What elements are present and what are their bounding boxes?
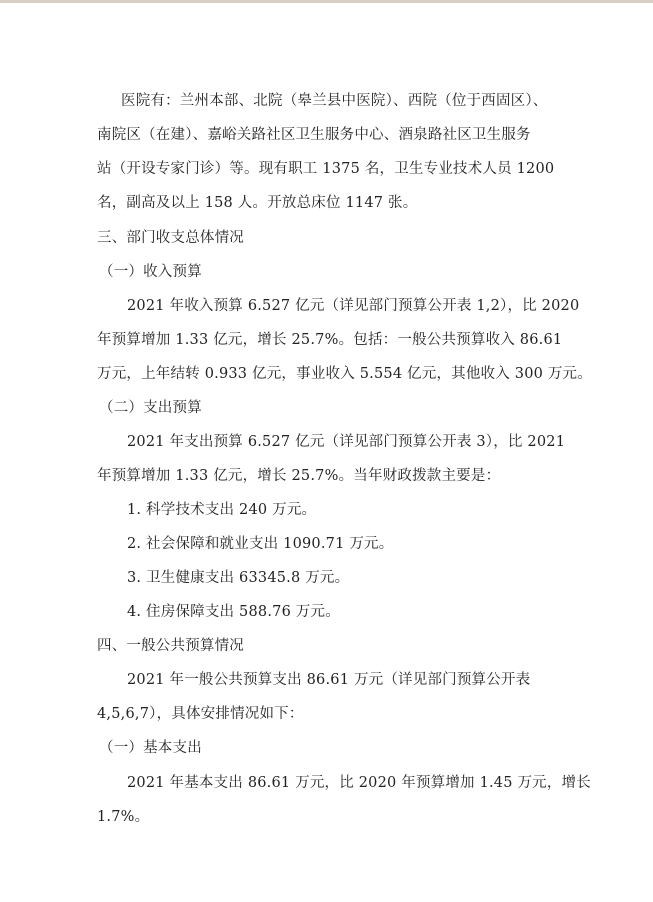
paragraph-hospital-sites-line-2: 南院区（在建）、嘉峪关路社区卫生服务中心、酒泉路社区卫生服务 xyxy=(97,127,531,143)
paragraph-hospital-sites-line-4: 名，副高及以上 158 人。开放总床位 1147 张。 xyxy=(97,195,418,211)
subheading-basic-expenditure: （一）基本支出 xyxy=(99,740,202,756)
section-heading-general-public-budget: 四、一般公共预算情况 xyxy=(97,638,244,654)
list-item-health: 3. 卫生健康支出 63345.8 万元。 xyxy=(127,570,350,586)
list-item-social-security: 2. 社会保障和就业支出 1090.71 万元。 xyxy=(127,536,394,552)
list-item-science-tech: 1. 科学技术支出 240 万元。 xyxy=(127,502,317,518)
paragraph-general-budget-line-2: 4,5,6,7），具体安排情况如下： xyxy=(97,706,304,722)
paragraph-basic-expenditure-line-2: 1.7%。 xyxy=(97,809,150,825)
paragraph-income-line-2: 年预算增加 1.33 亿元，增长 25.7%。包括：一般公共预算收入 86.61 xyxy=(97,332,563,348)
top-border xyxy=(0,0,653,3)
paragraph-hospital-sites-line-1: 医院有：兰州本部、北院（皋兰县中医院）、西院（位于西固区）、 xyxy=(121,93,548,109)
subheading-expenditure-budget: （二）支出预算 xyxy=(99,400,202,416)
paragraph-expenditure-line-1: 2021 年支出预算 6.527 亿元（详见部门预算公开表 3），比 2021 xyxy=(127,434,566,450)
paragraph-basic-expenditure-line-1: 2021 年基本支出 86.61 万元，比 2020 年预算增加 1.45 万元，增长 xyxy=(127,775,591,791)
paragraph-income-line-1: 2021 年收入预算 6.527 亿元（详见部门预算公开表 1,2），比 2020 xyxy=(127,298,580,314)
paragraph-expenditure-line-2: 年预算增加 1.33 亿元，增长 25.7%。当年财政拨款主要是： xyxy=(97,468,501,484)
paragraph-general-budget-line-1: 2021 年一般公共预算支出 86.61 万元（详见部门预算公开表 xyxy=(127,672,531,688)
subheading-income-budget: （一）收入预算 xyxy=(99,264,202,280)
paragraph-income-line-3: 万元，上年结转 0.933 亿元，事业收入 5.554 亿元，其他收入 300 万元。 xyxy=(97,366,592,382)
section-heading-budget-overview: 三、部门收支总体情况 xyxy=(97,230,244,246)
list-item-housing: 4. 住房保障支出 588.76 万元。 xyxy=(127,604,340,620)
paragraph-hospital-sites-line-3: 站（开设专家门诊）等。现有职工 1375 名，卫生专业技术人员 1200 xyxy=(97,161,555,177)
